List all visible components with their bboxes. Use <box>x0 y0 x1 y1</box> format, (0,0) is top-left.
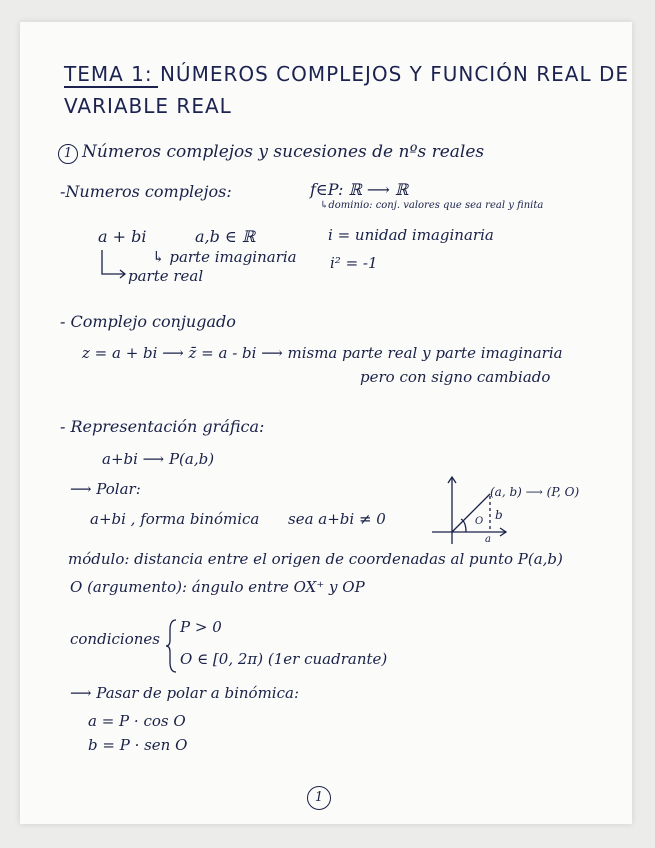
notebook-page <box>20 22 632 824</box>
graphic-label: - Representación gráfica: <box>60 417 265 436</box>
conditions-label: condiciones <box>70 630 160 648</box>
diagram-a-label: a <box>485 534 491 545</box>
real-part-label: parte real <box>128 267 204 285</box>
title-line-1: TEMA 1: NÚMEROS COMPLEJOS Y FUNCIÓN REAL DE <box>64 62 630 86</box>
title-line-2: VARIABLE REAL <box>64 94 232 118</box>
diagram-angle-label: O <box>475 516 484 527</box>
complex-form: a + bi <box>98 227 147 246</box>
conditions-brace <box>166 618 178 674</box>
condition-modulus: P > 0 <box>180 618 222 636</box>
diagram-point-label: (a, b) ⟶ (P, O) <box>490 485 580 499</box>
argument-definition: O (argumento): ángulo entre OX⁺ y OP <box>70 578 365 596</box>
complex-condition: a,b ∈ ℝ <box>195 227 256 246</box>
page-number: 1 <box>307 786 331 810</box>
function-definition: f∈P: ℝ ⟶ ℝ <box>310 180 409 199</box>
conversion-a: a = P · cos O <box>88 712 186 730</box>
section-1-heading <box>58 142 484 164</box>
binomial-form: a+bi , forma binómica <box>90 510 260 528</box>
conversion-label: ⟶ Pasar de polar a binómica: <box>70 684 299 702</box>
conjugate-note: pero con signo cambiado <box>360 368 551 386</box>
real-part-arrow <box>98 250 138 280</box>
imaginary-unit: i = unidad imaginaria <box>328 226 494 244</box>
modulus-definition: módulo: distancia entre el origen de coordenadas al punto P(a,b) <box>68 550 563 568</box>
graphic-mapping: a+bi ⟶ P(a,b) <box>102 450 215 468</box>
conversion-b: b = P · sen O <box>88 736 188 754</box>
conjugate-label: - Complejo conjugado <box>60 312 236 331</box>
imaginary-part-label: ↳ parte imaginaria <box>152 248 297 266</box>
diagram-b-label: b <box>495 508 503 522</box>
section-heading-text: Números complejos y sucesiones de nºs reales <box>82 142 485 162</box>
condition-argument: O ∈ [0, 2π) (1er cuadrante) <box>180 650 388 668</box>
nonzero-condition: sea a+bi ≠ 0 <box>288 510 386 528</box>
polar-label: ⟶ Polar: <box>70 480 141 498</box>
title-underline <box>64 86 158 88</box>
domain-note: ↳dominio: conj. valores que sea real y finita <box>320 200 544 211</box>
conjugate-formula: z = a + bi ⟶ z̄ = a - bi ⟶ misma parte real y parte imaginaria <box>82 344 563 362</box>
section-number: 1 <box>58 144 78 164</box>
imaginary-unit-squared: i² = -1 <box>330 254 378 272</box>
complex-label: -Numeros complejos: <box>60 182 232 201</box>
